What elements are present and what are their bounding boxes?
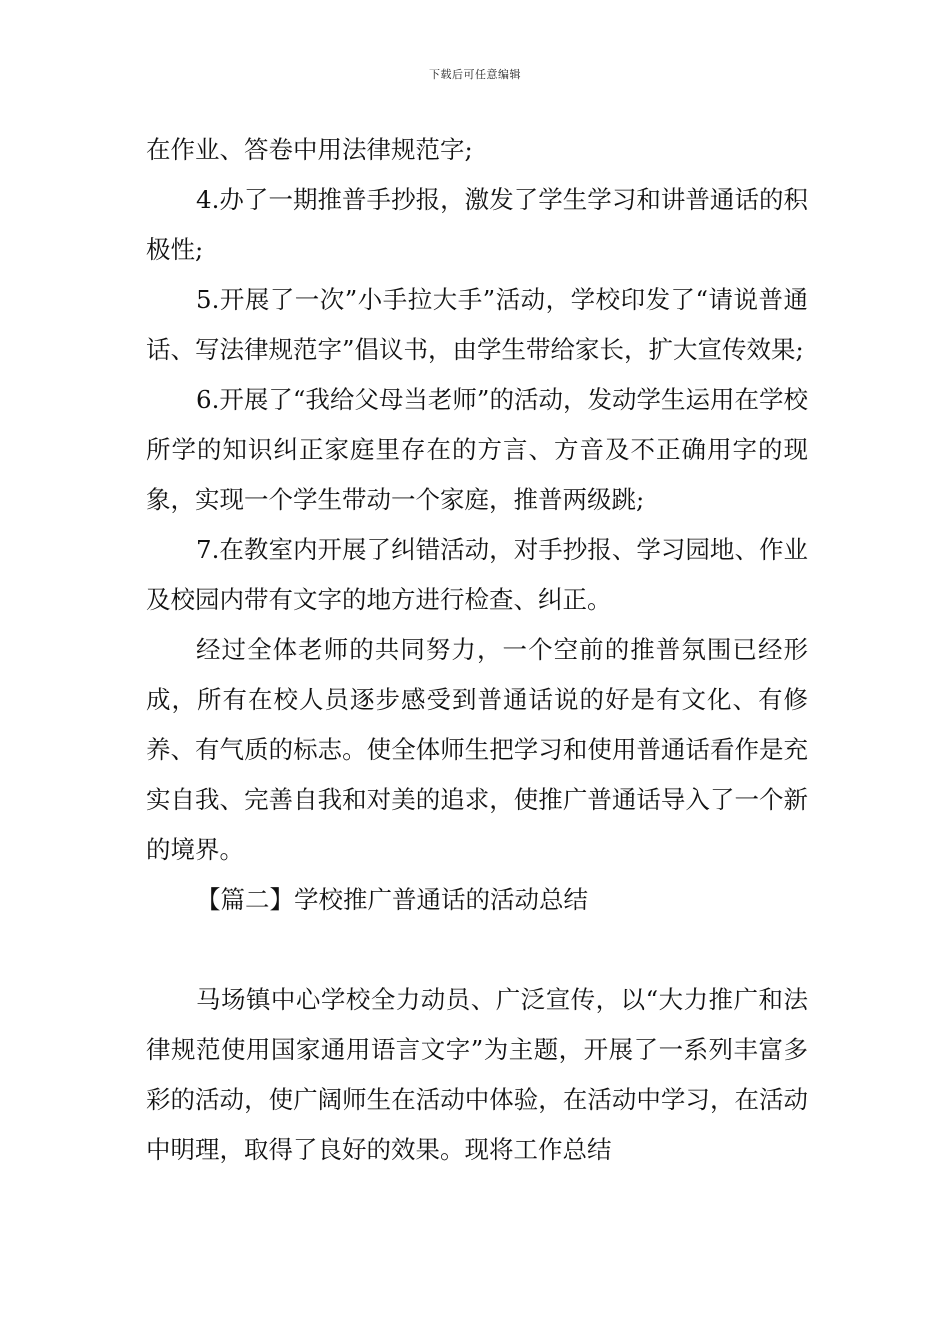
paragraph-item-4: 4.办了一期推普手抄报，激发了学生学习和讲普通话的积极性;: [146, 185, 808, 264]
document-body: [146, 125, 808, 1175]
paragraph-summary: 经过全体老师的共同努力，一个空前的推普氛围已经形成，所有在校人员逐步感受到普通话说的好是有文化、有修养、有气质的标志。使全体师生把学习和使用普通话看作是充实自我、完善自我和对美的追求，使推广普通话导入了一个新的境界。: [146, 635, 808, 864]
blank-line: [146, 925, 808, 975]
paragraph-item-5: 5.开展了一次”小手拉大手”活动，学校印发了“请说普通话、写法律规范字”倡议书，由学生带给家长，扩大宣传效果;: [146, 285, 808, 364]
page-header: 下载后可任意编辑: [429, 68, 521, 81]
section-heading: 【篇二】学校推广普通话的活动总结: [196, 885, 588, 914]
paragraph-item-6: 6.开展了“我给父母当老师”的活动，发动学生运用在学校所学的知识纠正家庭里存在的方言、方音及不正确用字的现象，实现一个学生带动一个家庭，推普两级跳;: [146, 385, 808, 514]
paragraph-item-7: 7.在教室内开展了纠错活动，对手抄报、学习园地、作业及校园内带有文字的地方进行检查、纠正。: [146, 535, 808, 614]
paragraph-continuation: 在作业、答卷中用法律规范字;: [146, 135, 473, 164]
paragraph-intro: 马场镇中心学校全力动员、广泛宣传，以“大力推广和法律规范使用国家通用语言文字”为主题，开展了一系列丰富多彩的活动，使广阔师生在活动中体验，在活动中学习，在活动中明理，取得了良好的效果。现将工作总结: [146, 985, 808, 1164]
